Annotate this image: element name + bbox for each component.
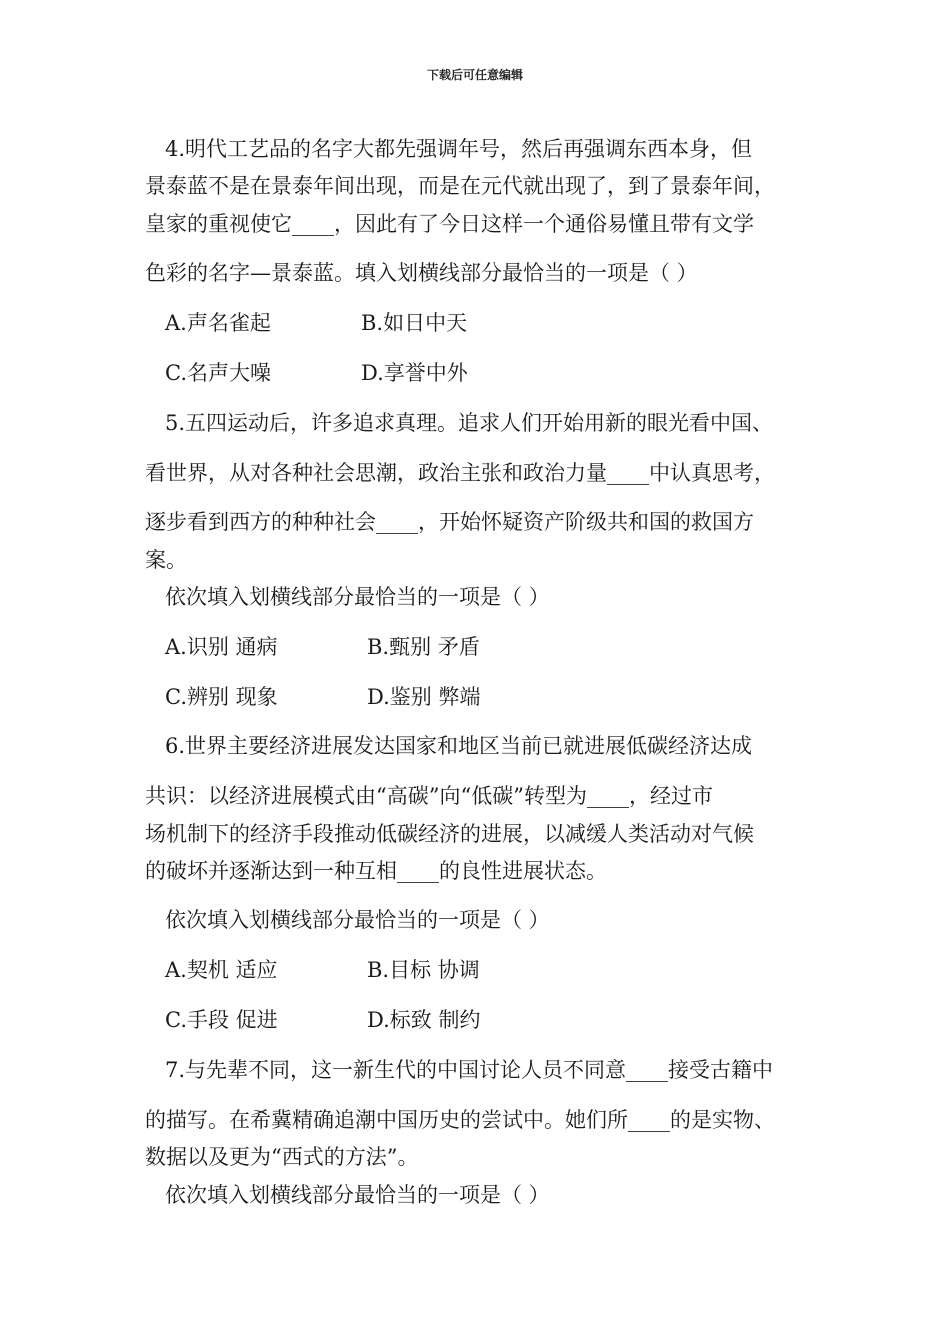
q4-line-1: 4.明代工艺品的名字大都先强调年号，然后再强调东西本身，但 bbox=[165, 137, 753, 161]
q4-line-4: 色彩的名字—景泰蓝。填入划横线部分最恰当的一项是（ ） bbox=[145, 261, 698, 285]
q4-option-c: C.名声大噪 bbox=[165, 361, 271, 385]
q6-option-c: C.手段 促进 bbox=[165, 1008, 278, 1032]
q7-line-3: 数据以及更为“西式的方法”。 bbox=[145, 1145, 419, 1169]
q6-option-a: A.契机 适应 bbox=[165, 958, 278, 982]
page-header: 下载后可任意编辑 bbox=[426, 68, 523, 82]
q6-line-4: 的破坏并逐渐达到一种互相____的良性进展状态。 bbox=[145, 859, 607, 883]
q4-option-b: B.如日中天 bbox=[361, 311, 468, 335]
q6-line-1: 6.世界主要经济进展发达国家和地区当前已就进展低碳经济达成 bbox=[165, 734, 753, 758]
q5-line-3: 逐步看到西方的种种社会____，开始怀疑资产阶级共和国的救国方 bbox=[145, 510, 754, 534]
q6-prompt: 依次填入划横线部分最恰当的一项是（ ） bbox=[165, 908, 550, 932]
q5-prompt: 依次填入划横线部分最恰当的一项是（ ） bbox=[165, 585, 550, 609]
q6-option-d: D.标致 制约 bbox=[367, 1008, 481, 1032]
q7-line-1: 7.与先辈不同，这一新生代的中国讨论人员不同意____接受古籍中 bbox=[165, 1058, 774, 1082]
q5-option-b: B.甄别 矛盾 bbox=[367, 635, 480, 659]
q6-line-3: 场机制下的经济手段推动低碳经济的进展，以减缓人类活动对气候 bbox=[145, 822, 754, 846]
q5-line-1: 5.五四运动后，许多追求真理。追求人们开始用新的眼光看中国、 bbox=[165, 411, 774, 435]
q6-option-b: B.目标 协调 bbox=[367, 958, 480, 982]
q6-line-2: 共识：以经济进展模式由“高碳”向“低碳”转型为____，经过市 bbox=[145, 784, 713, 808]
q7-prompt: 依次填入划横线部分最恰当的一项是（ ） bbox=[165, 1183, 550, 1207]
q5-line-4: 案。 bbox=[145, 548, 187, 572]
q4-option-a: A.声名雀起 bbox=[165, 311, 271, 335]
q5-line-2: 看世界，从对各种社会思潮，政治主张和政治力量____中认真思考， bbox=[145, 461, 775, 485]
q7-line-2: 的描写。在希冀精确追潮中国历史的尝试中。她们所____的是实物、 bbox=[145, 1108, 775, 1132]
q5-option-a: A.识别 通病 bbox=[165, 635, 278, 659]
q4-line-3: 皇家的重视使它____，因此有了今日这样一个通俗易懂且带有文学 bbox=[145, 212, 754, 236]
q5-option-d: D.鉴别 弊端 bbox=[367, 685, 481, 709]
q5-option-c: C.辨别 现象 bbox=[165, 685, 278, 709]
q4-option-d: D.享誉中外 bbox=[361, 361, 468, 385]
q4-line-2: 景泰蓝不是在景泰年间出现，而是在元代就出现了，到了景泰年间， bbox=[145, 174, 775, 198]
